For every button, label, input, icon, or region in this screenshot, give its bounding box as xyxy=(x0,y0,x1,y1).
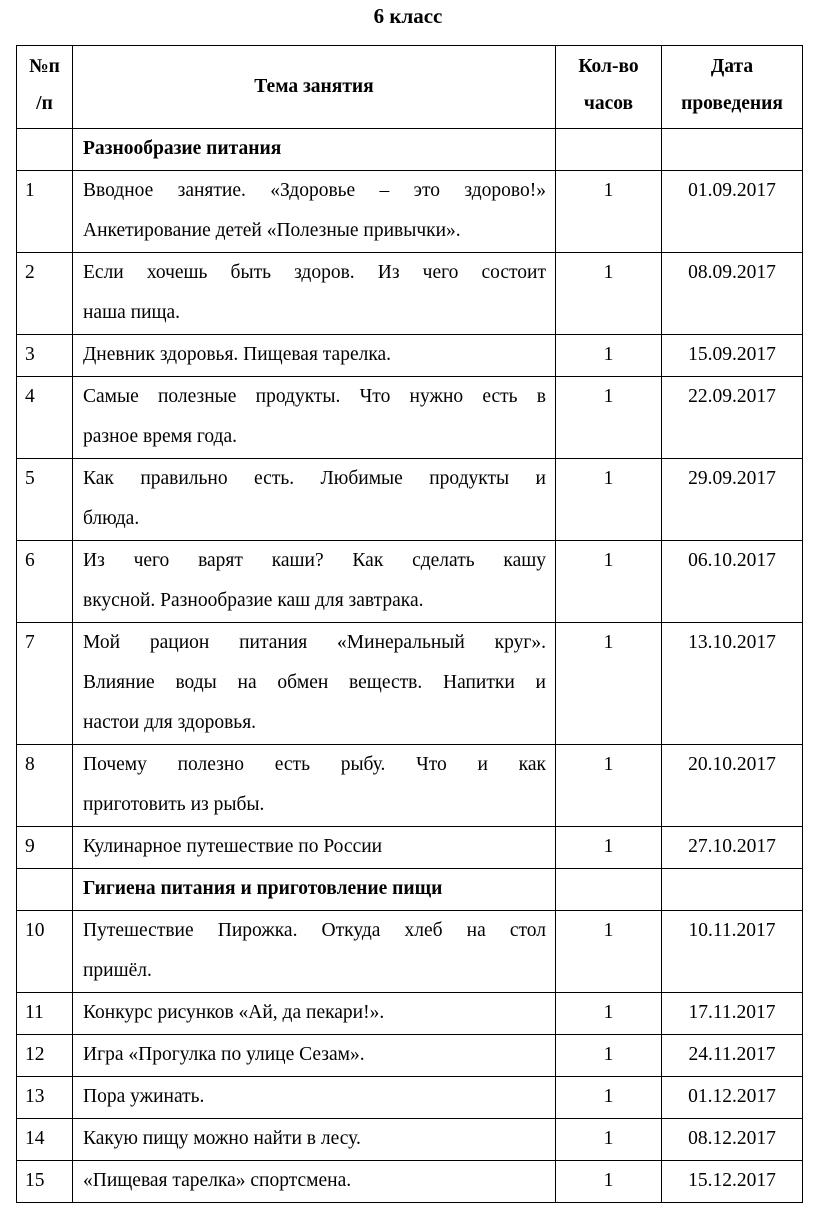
lesson-number: 12 xyxy=(17,1035,73,1077)
lesson-date: 27.10.2017 xyxy=(662,827,803,869)
lesson-hours: 1 xyxy=(556,623,662,745)
section-date-cell xyxy=(662,129,803,171)
lesson-topic xyxy=(73,1119,556,1161)
lesson-topic xyxy=(73,459,556,541)
lesson-topic-line: разное время года. xyxy=(83,426,238,447)
lesson-topic-line: Мой рацион питания «Минеральный круг». xyxy=(83,632,546,653)
lesson-date: 08.09.2017 xyxy=(662,253,803,335)
section-hours-cell xyxy=(556,869,662,911)
lesson-topic xyxy=(73,1035,556,1077)
table-header-row xyxy=(17,46,803,129)
section-row xyxy=(17,129,803,171)
lesson-date: 08.12.2017 xyxy=(662,1119,803,1161)
section-date-cell xyxy=(662,869,803,911)
lesson-topic-line: вкусной. Разнообразие каш для завтрака. xyxy=(83,590,424,611)
lesson-topic-line: Дневник здоровья. Пищевая тарелка. xyxy=(83,344,392,365)
header-number xyxy=(17,46,73,129)
section-row xyxy=(17,869,803,911)
table-row xyxy=(17,1161,803,1203)
lesson-schedule-table xyxy=(16,45,803,1203)
section-title: Гигиена питания и приготовление пищи xyxy=(73,869,556,911)
table-row xyxy=(17,1077,803,1119)
table-row xyxy=(17,335,803,377)
lesson-number: 13 xyxy=(17,1077,73,1119)
lesson-hours: 1 xyxy=(556,1119,662,1161)
lesson-topic-line: Путешествие Пирожка. Откуда хлеб на стол xyxy=(83,920,546,941)
lesson-topic-line: приготовить из рыбы. xyxy=(83,794,265,815)
lesson-topic-line: блюда. xyxy=(83,508,140,529)
lesson-number: 9 xyxy=(17,827,73,869)
lesson-date: 06.10.2017 xyxy=(662,541,803,623)
lesson-hours: 1 xyxy=(556,993,662,1035)
lesson-number: 3 xyxy=(17,335,73,377)
lesson-topic xyxy=(73,1161,556,1203)
lesson-topic-line: настои для здоровья. xyxy=(83,712,257,733)
section-number-cell xyxy=(17,869,73,911)
lesson-date: 20.10.2017 xyxy=(662,745,803,827)
lesson-topic xyxy=(73,827,556,869)
lesson-topic xyxy=(73,623,556,745)
header-date xyxy=(662,46,803,129)
lesson-topic-line: Вводное занятие. «Здоровье – это здорово!» xyxy=(83,180,546,201)
table-row xyxy=(17,1035,803,1077)
table-row xyxy=(17,993,803,1035)
lesson-hours: 1 xyxy=(556,377,662,459)
lesson-number: 4 xyxy=(17,377,73,459)
section-title: Разнообразие питания xyxy=(73,129,556,171)
lesson-number: 8 xyxy=(17,745,73,827)
lesson-date: 13.10.2017 xyxy=(662,623,803,745)
lesson-topic-line: Самые полезные продукты. Что нужно есть в xyxy=(83,386,546,407)
page-title: 6 класс xyxy=(373,4,443,28)
lesson-number: 7 xyxy=(17,623,73,745)
header-number-line2: /п xyxy=(36,93,53,114)
section-number-cell xyxy=(17,129,73,171)
lesson-topic xyxy=(73,993,556,1035)
lesson-hours: 1 xyxy=(556,541,662,623)
lesson-topic-line: пришёл. xyxy=(83,960,152,981)
header-topic: Тема занятия xyxy=(73,46,556,129)
table-row xyxy=(17,1119,803,1161)
table-row xyxy=(17,827,803,869)
lesson-topic xyxy=(73,541,556,623)
table-row xyxy=(17,623,803,745)
table-row xyxy=(17,253,803,335)
header-date-line1: Дата xyxy=(710,56,754,77)
table-body xyxy=(17,46,803,1203)
lesson-number: 2 xyxy=(17,253,73,335)
lesson-topic-line: наша пища. xyxy=(83,302,181,323)
lesson-topic-line: Как правильно есть. Любимые продукты и xyxy=(83,468,546,489)
lesson-number: 6 xyxy=(17,541,73,623)
lesson-topic xyxy=(73,745,556,827)
table-row xyxy=(17,171,803,253)
lesson-number: 1 xyxy=(17,171,73,253)
lesson-hours: 1 xyxy=(556,1035,662,1077)
lesson-date: 29.09.2017 xyxy=(662,459,803,541)
lesson-topic xyxy=(73,377,556,459)
lesson-number: 14 xyxy=(17,1119,73,1161)
lesson-topic-line: Игра «Прогулка по улице Сезам». xyxy=(83,1044,365,1065)
lesson-hours: 1 xyxy=(556,911,662,993)
lesson-date: 10.11.2017 xyxy=(662,911,803,993)
table-row xyxy=(17,459,803,541)
lesson-number: 11 xyxy=(17,993,73,1035)
lesson-topic-line: Влияние воды на обмен веществ. Напитки и xyxy=(83,672,546,693)
lesson-hours: 1 xyxy=(556,253,662,335)
lesson-date: 22.09.2017 xyxy=(662,377,803,459)
lesson-topic-line: Из чего варят каши? Как сделать кашу xyxy=(83,550,546,571)
header-date-line2: проведения xyxy=(681,93,783,114)
lesson-topic-line: «Пищевая тарелка» спортсмена. xyxy=(83,1170,352,1191)
lesson-date: 24.11.2017 xyxy=(662,1035,803,1077)
lesson-topic xyxy=(73,253,556,335)
lesson-topic-line: Кулинарное путешествие по России xyxy=(83,836,383,857)
header-hours xyxy=(556,46,662,129)
lesson-hours: 1 xyxy=(556,827,662,869)
table-row xyxy=(17,911,803,993)
header-number-line1: №п xyxy=(29,56,60,77)
lesson-number: 5 xyxy=(17,459,73,541)
lesson-date: 17.11.2017 xyxy=(662,993,803,1035)
section-hours-cell xyxy=(556,129,662,171)
lesson-topic xyxy=(73,335,556,377)
lesson-topic-line: Какую пищу можно найти в лесу. xyxy=(83,1128,361,1149)
table-row xyxy=(17,541,803,623)
lesson-number: 10 xyxy=(17,911,73,993)
lesson-topic-line: Пора ужинать. xyxy=(83,1086,205,1107)
lesson-hours: 1 xyxy=(556,459,662,541)
lesson-date: 01.09.2017 xyxy=(662,171,803,253)
lesson-topic xyxy=(73,171,556,253)
table-row xyxy=(17,377,803,459)
lesson-date: 15.12.2017 xyxy=(662,1161,803,1203)
lesson-hours: 1 xyxy=(556,1161,662,1203)
lesson-hours: 1 xyxy=(556,745,662,827)
lesson-hours: 1 xyxy=(556,335,662,377)
header-hours-line1: Кол-во xyxy=(578,56,639,77)
lesson-topic xyxy=(73,1077,556,1119)
lesson-topic xyxy=(73,911,556,993)
lesson-date: 15.09.2017 xyxy=(662,335,803,377)
lesson-topic-line: Анкетирование детей «Полезные привычки». xyxy=(83,220,461,241)
lesson-topic-line: Почему полезно есть рыбу. Что и как xyxy=(83,754,546,775)
lesson-hours: 1 xyxy=(556,1077,662,1119)
header-hours-line2: часов xyxy=(583,93,634,114)
lesson-date: 01.12.2017 xyxy=(662,1077,803,1119)
lesson-topic-line: Конкурс рисунков «Ай, да пекари!». xyxy=(83,1002,385,1023)
lesson-hours: 1 xyxy=(556,171,662,253)
lesson-topic-line: Если хочешь быть здоров. Из чего состоит xyxy=(83,262,546,283)
lesson-number: 15 xyxy=(17,1161,73,1203)
table-row xyxy=(17,745,803,827)
